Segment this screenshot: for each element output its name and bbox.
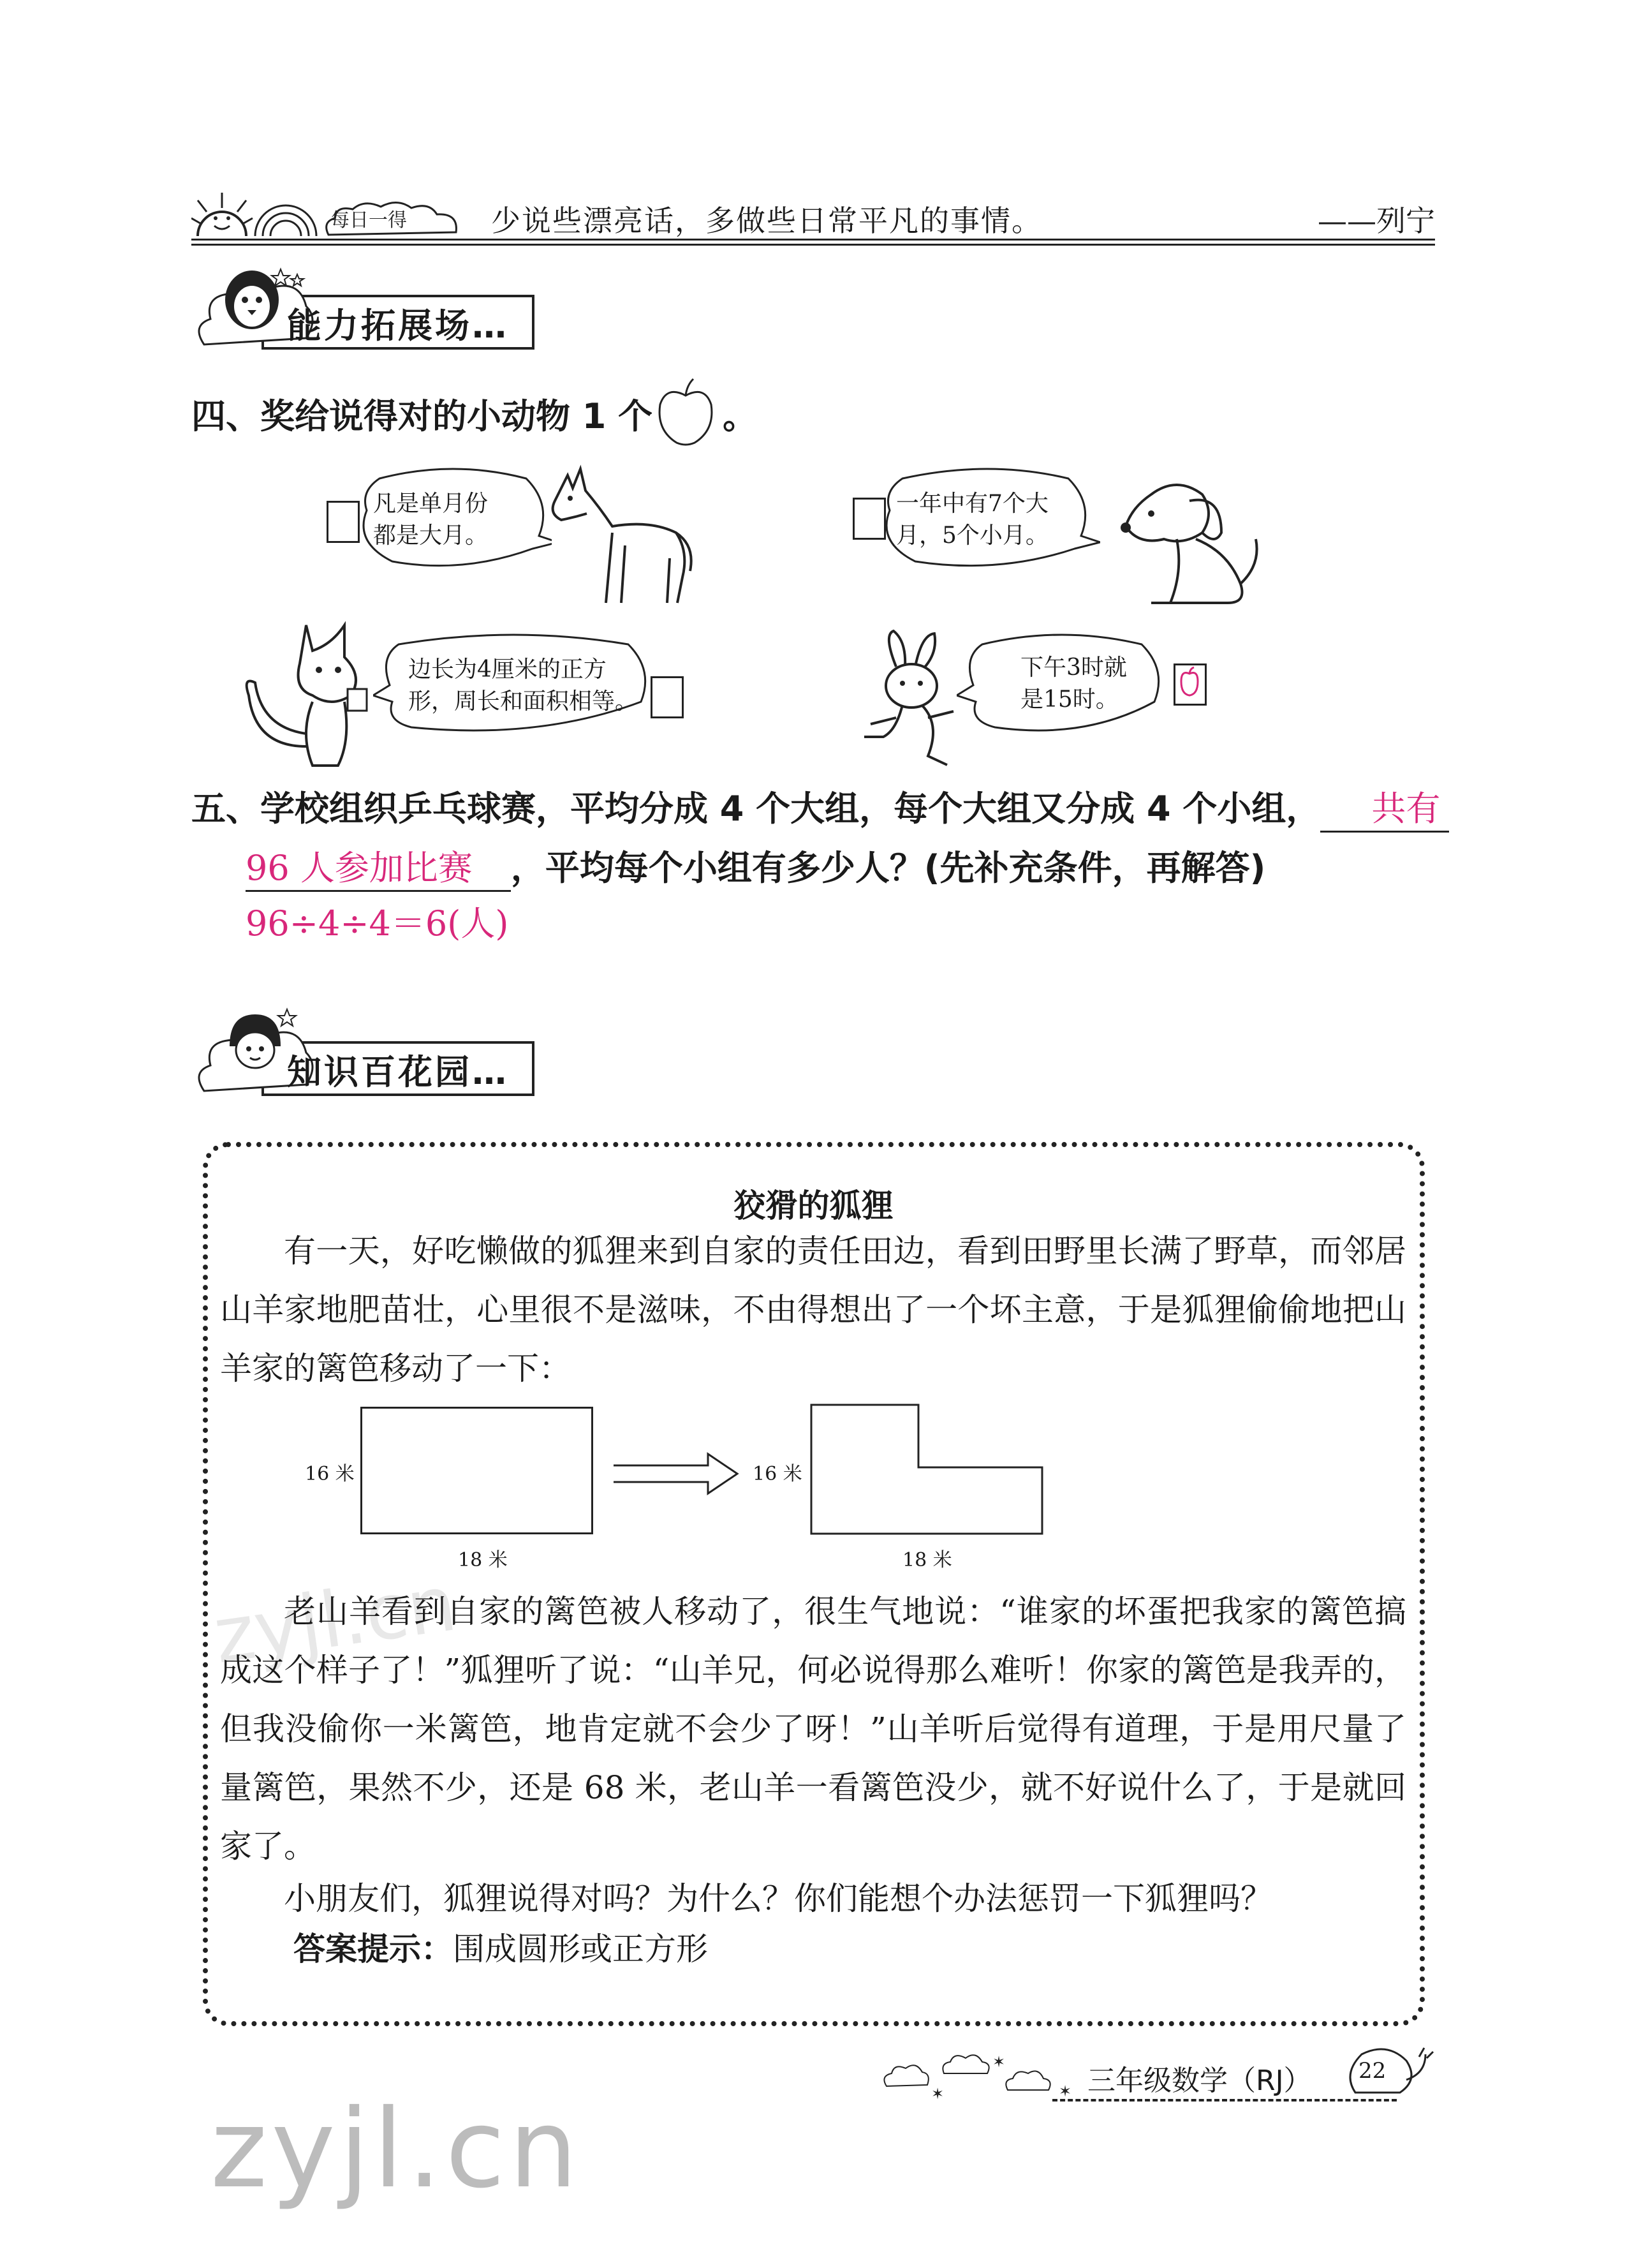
snail-icon — [1343, 2042, 1438, 2099]
question-4-text: 四、奖给说得对的小动物 1 个 — [191, 396, 653, 436]
header-rule — [191, 239, 1435, 241]
section-title: 知识百花园… — [287, 1052, 509, 1092]
motto-author: ——列宁 — [1318, 204, 1435, 238]
footer-subject: 三年级数学（RJ） — [1087, 2064, 1312, 2097]
left-width-label: 18 米 — [458, 1549, 508, 1571]
filled-blank[interactable]: 96 人参加比赛 — [246, 841, 511, 892]
answer-hint-label: 答案提示： — [293, 1931, 453, 1968]
dog-icon — [1113, 475, 1266, 609]
answer-hint — [293, 1923, 708, 1969]
cloud-decoration-icon — [880, 2048, 1084, 2105]
page-number: 22 — [1358, 2058, 1387, 2084]
fence-moved-shape — [810, 1404, 1049, 1538]
daily-motto: 少说些漂亮话，多做些日常平凡的事情。 — [491, 204, 1042, 238]
right-height-label: 16 米 — [753, 1463, 802, 1485]
question-5-answer: 96÷4÷4＝6(人) — [246, 903, 509, 944]
header-rule — [191, 244, 1435, 246]
footer-rule — [1052, 2099, 1397, 2101]
section-title: 能力拓展场… — [287, 306, 509, 346]
daily-label: 每日一得 — [330, 209, 407, 232]
svg-text:✶: ✶ — [931, 2085, 945, 2103]
question-5-line-1 — [191, 782, 1449, 833]
section-banner-ability — [191, 255, 536, 351]
apple-mark-icon — [1180, 666, 1199, 698]
apple-icon — [654, 376, 718, 447]
page-header — [191, 185, 1435, 242]
rabbit-icon — [858, 628, 973, 769]
question-5-text: 五、学校组织乒乓球赛，平均分成 4 个大组，每个大组又分成 4 个小组， — [191, 789, 1321, 829]
horse-icon — [542, 463, 695, 609]
cat-icon — [242, 619, 376, 772]
fence-original-rectangle — [360, 1407, 593, 1534]
story-paragraph-3: 小朋友们，狐狸说得对吗？为什么？你们能想个办法惩罚一下狐狸吗？ — [284, 1880, 1272, 1917]
sun-rainbow-icon — [191, 185, 319, 241]
question-5-line-2 — [246, 841, 1265, 892]
answer-hint-text: 围成圆形或正方形 — [453, 1931, 708, 1968]
horse-statement: 凡是单月份 都是大月。 — [373, 491, 489, 549]
dog-statement: 一年中有7个大 月，5个小月。 — [896, 491, 1049, 549]
watermark: zyjl.cn — [210, 2086, 582, 2212]
story-paragraph-2: 老山羊看到自家的篱笆被人移动了，很生气地说：“谁家的坏蛋把我家的篱笆搞成这个样子了！”狐狸听了说：“山羊兄，何必说得那么难听！你家的篱笆是我弄的，但我没偷你一米篱笆，地肯定就不会少了呀！”山羊听后觉得有道理，于是用尺量了量篱笆，果然不少，还是 68 米，老山羊一看篱笆没少，就不好说什么了，于是就回家了。 — [220, 1593, 1406, 1865]
section-banner-knowledge — [191, 1002, 536, 1097]
rabbit-statement: 下午3时就 是15时。 — [1020, 655, 1127, 713]
question-5-text-cont: ，平均每个小组有多少人？(先补充条件，再解答) — [510, 848, 1266, 888]
watermark-faint: zyjl.cn — [209, 1559, 462, 1681]
cat-statement: 边长为4厘米的正方 形，周长和面积相等。 — [408, 656, 638, 715]
left-height-label: 16 米 — [305, 1463, 355, 1485]
double-arrow-icon — [612, 1451, 740, 1496]
story-paragraph-1: 有一天，好吃懒做的狐狸来到自家的责任田边，看到田野里长满了野草，而邻居山羊家地肥苗壮，心里很不是滋味，不由得想出了一个坏主意，于是狐狸偷偷地把山羊家的篱笆移动了一下： — [220, 1233, 1406, 1387]
svg-text:✶: ✶ — [992, 2053, 1006, 2071]
story-title: 狡猾的狐狸 — [733, 1187, 894, 1224]
svg-text:✶: ✶ — [1059, 2082, 1072, 2100]
answer-box-cat[interactable] — [651, 676, 684, 718]
filled-blank[interactable]: 共有 — [1320, 782, 1449, 833]
question-4-end: 。 — [723, 396, 758, 436]
right-width-label: 18 米 — [902, 1549, 952, 1571]
